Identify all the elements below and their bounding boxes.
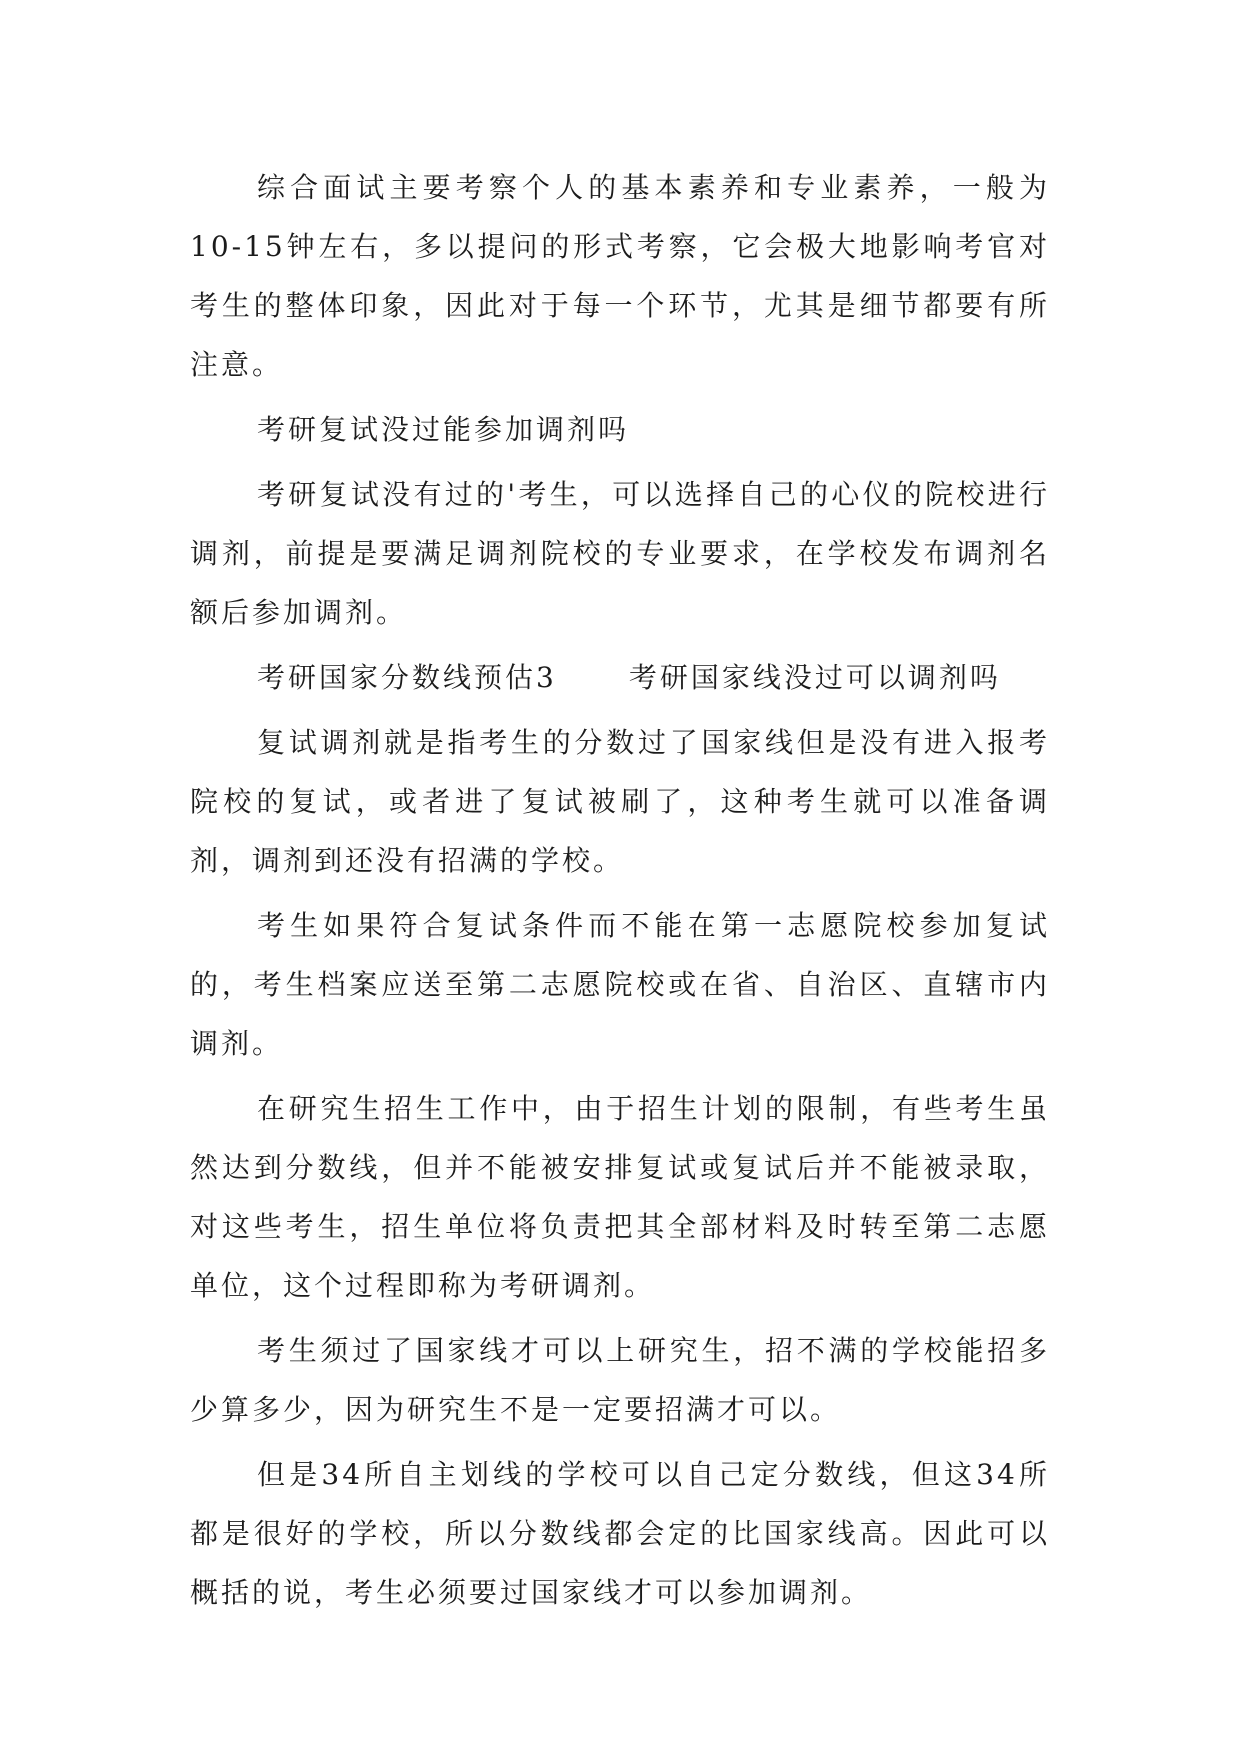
- paragraph-interview: 综合面试主要考察个人的基本素养和专业素养，一般为10-15钟左右，多以提问的形式考察，它会极大地影响考官对考生的整体印象，因此对于每一个环节，尤其是细节都要有所注意。: [190, 171, 1050, 381]
- subheading-national-line: 考研国家线没过可以调剂吗: [628, 661, 1001, 694]
- paragraph-34-schools: 但是34所自主划线的学校可以自己定分数线，但这34所都是很好的学校，所以分数线都会定的比国家线高。因此可以概括的说，考生必须要过国家线才可以参加调剂。: [190, 1458, 1050, 1609]
- paragraph-enrollment-plan: 在研究生招生工作中，由于招生计划的限制，有些考生虽然达到分数线，但并不能被安排复试或复试后并不能被录取，对这些考生，招生单位将负责把其全部材料及时转至第二志愿单位，这个过程即称为考研调剂。: [190, 1092, 1050, 1302]
- paragraph-retest-failed: 考研复试没有过的'考生，可以选择自己的心仪的院校进行调剂，前提是要满足调剂院校的专业要求，在学校发布调剂名额后参加调剂。: [190, 478, 1050, 629]
- document-body: [190, 158, 1050, 1628]
- subheading-pair: [190, 648, 1050, 707]
- paragraph-must-pass: 考生须过了国家线才可以上研究生，招不满的学校能招多少算多少，因为研究生不是一定要招满才可以。: [190, 1334, 1050, 1426]
- subheading-estimate: 考研国家分数线预估3: [257, 661, 557, 694]
- paragraph-second-choice: 考生如果符合复试条件而不能在第一志愿院校参加复试的，考生档案应送至第二志愿院校或在省、自治区、直辖市内调剂。: [190, 909, 1050, 1060]
- paragraph-adjust-definition: 复试调剂就是指考生的分数过了国家线但是没有进入报考院校的复试，或者进了复试被刷了，这种考生就可以准备调剂，调剂到还没有招满的学校。: [190, 726, 1050, 877]
- subheading-retest-adjust: 考研复试没过能参加调剂吗: [257, 413, 630, 446]
